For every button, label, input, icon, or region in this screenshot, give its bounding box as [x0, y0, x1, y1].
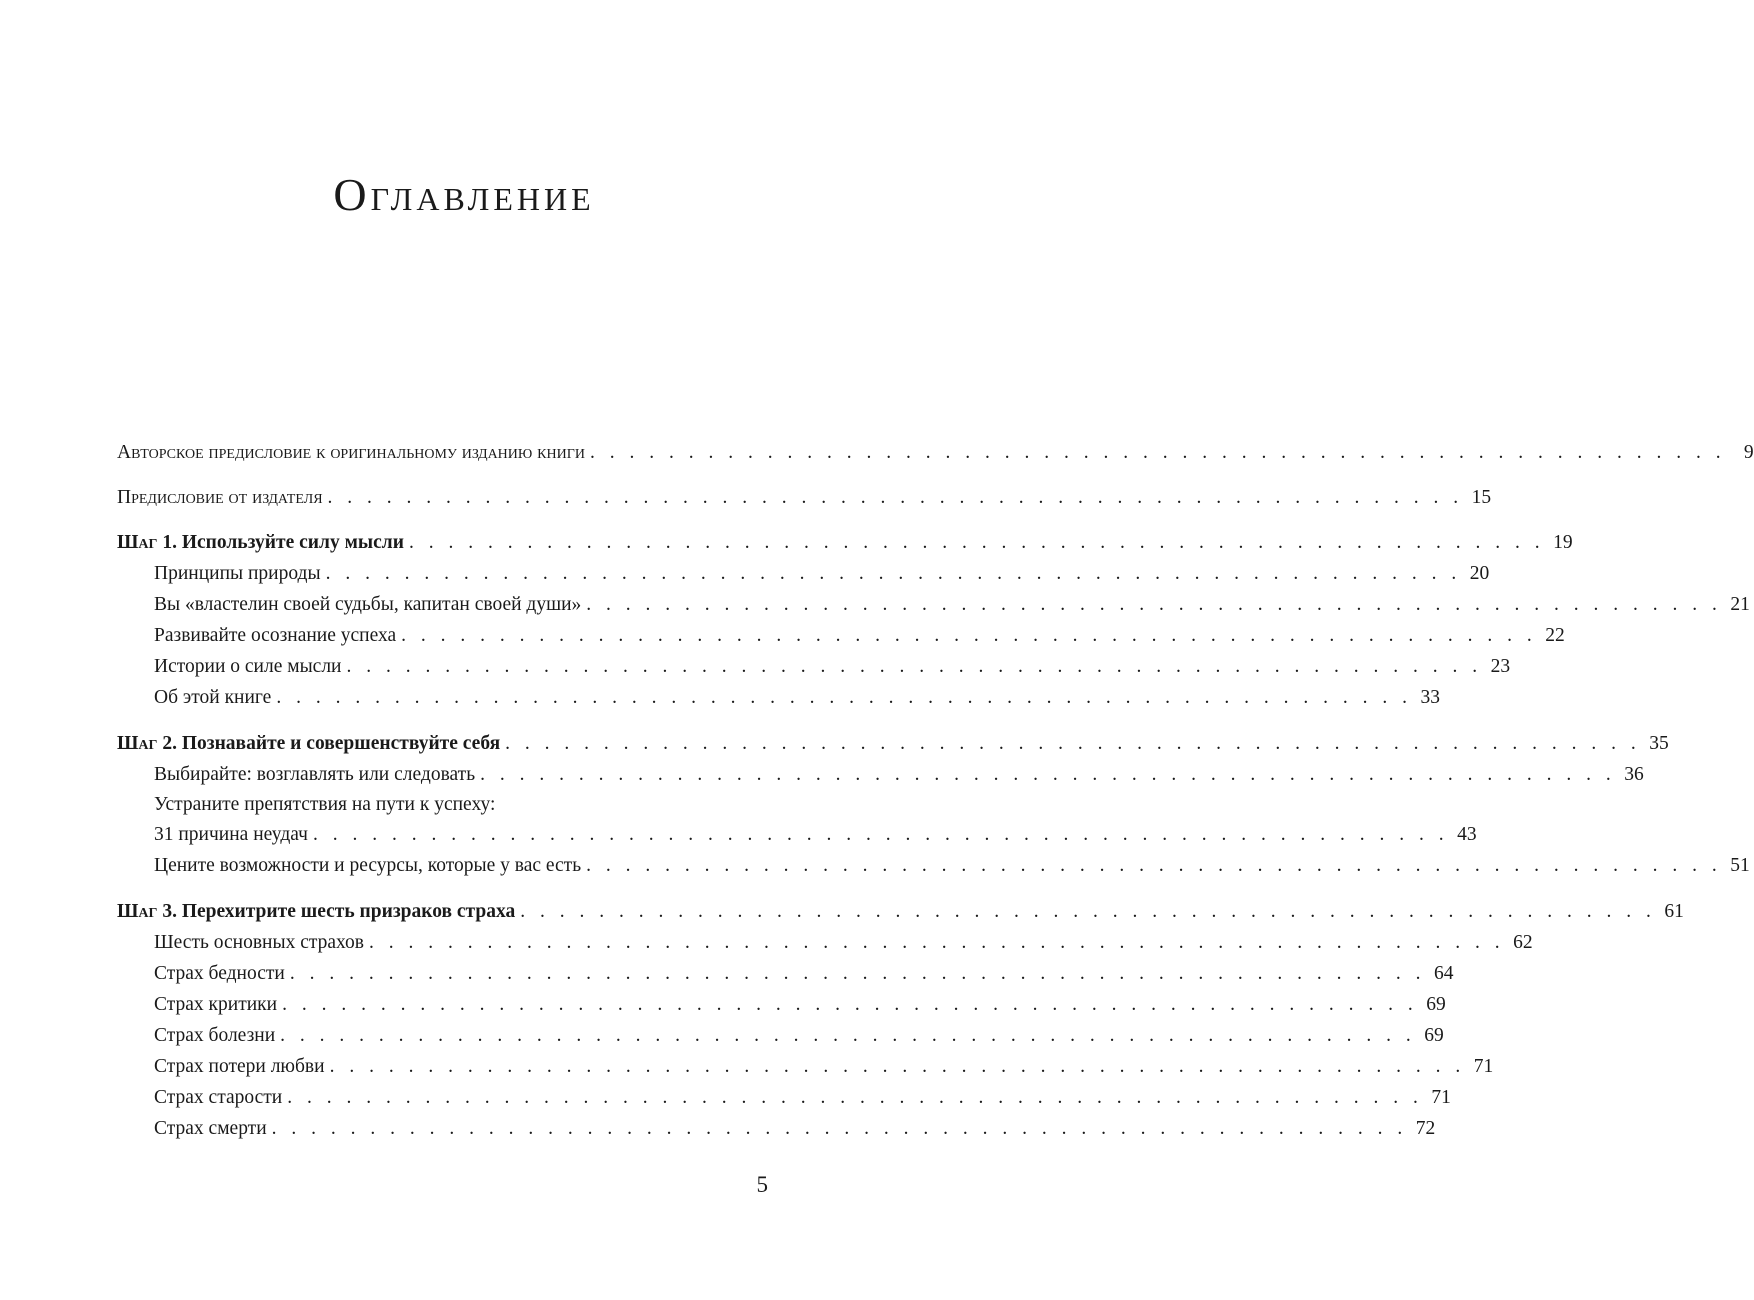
toc-entry[interactable] [117, 958, 1454, 989]
toc-entry-label [117, 896, 515, 927]
toc-entry[interactable] [117, 682, 1440, 713]
leader-dots: . . . . . . . . . . . . . . . . . . . . . . . . . . . . . . . . . . . . . . . . . . . . . . . . . . . . . . . . . . [586, 594, 1722, 615]
leader-dots: . . . . . . . . . . . . . . . . . . . . . . . . . . . . . . . . . . . . . . . . . . . . . . . . . . . . . . . . . . [520, 901, 1656, 922]
step-title: 3. Перехитрите шесть призраков страха [157, 901, 516, 922]
toc-entry[interactable] [117, 437, 1754, 468]
leader-dots: . . . . . . . . . . . . . . . . . . . . . . . . . . . . . . . . . . . . . . . . . . . . . . . . . . . . . . . . . . [287, 1087, 1423, 1108]
toc-entry[interactable] [117, 1020, 1444, 1051]
step-word: Шаг [117, 733, 158, 754]
toc-page-number: 19 [1553, 532, 1573, 553]
step-word: Шаг [117, 901, 158, 922]
toc-entry-label: Страх болезни [154, 1025, 276, 1046]
toc-entry-label: Цените возможности и ресурсы, которые у вас есть [154, 855, 582, 876]
toc-page-number: 21 [1730, 594, 1750, 615]
toc-page-number: 43 [1457, 824, 1477, 845]
toc-entry[interactable] [117, 819, 1477, 850]
leader-dots: . . . . . . . . . . . . . . . . . . . . . . . . . . . . . . . . . . . . . . . . . . . . . . . . . . . . . . . . . . [282, 994, 1418, 1015]
toc-page-number: 64 [1433, 963, 1454, 984]
toc-page-number: 69 [1424, 1025, 1444, 1046]
toc-entry-label: Развивайте осознание успеха [154, 625, 397, 646]
toc-entry-label: Страх смерти [154, 1118, 267, 1139]
toc-page-number: 72 [1415, 1118, 1436, 1139]
toc-entry-first-line[interactable]: Устраните препятствия на пути к успеху: [154, 794, 496, 815]
toc-entry-label [117, 527, 404, 558]
toc-entry-label: Страх критики [154, 994, 278, 1015]
toc-entry-label [117, 728, 500, 759]
toc-entry-label: Страх старости [154, 1087, 283, 1108]
toc-step-entry[interactable] [117, 728, 1669, 759]
leader-dots: . . . . . . . . . . . . . . . . . . . . . . . . . . . . . . . . . . . . . . . . . . . . . . . . . . . . . . . . . . [480, 764, 1616, 785]
toc-entry[interactable] [117, 927, 1533, 958]
leader-dots: . . . . . . . . . . . . . . . . . . . . . . . . . . . . . . . . . . . . . . . . . . . . . . . . . . . . . . . . . . [586, 855, 1722, 876]
toc-entry-label: Авторское предисловие к оригинальному изданию книги [117, 442, 585, 463]
toc-entry[interactable] [117, 759, 1644, 790]
toc-entry-label: Выбирайте: возглавлять или следовать [154, 764, 476, 785]
toc-page-number: 22 [1545, 625, 1565, 646]
toc-step-entry[interactable] [117, 896, 1684, 927]
page-number: 5 [756, 1172, 768, 1197]
toc-page-number: 9 [1743, 442, 1754, 463]
leader-dots: . . . . . . . . . . . . . . . . . . . . . . . . . . . . . . . . . . . . . . . . . . . . . . . . . . . . . . . . . . [401, 625, 1537, 646]
step-title: 1. Используйте силу мысли [157, 532, 404, 553]
toc-entry[interactable] [117, 989, 1446, 1020]
toc-entry[interactable] [117, 1051, 1494, 1082]
toc-entry-label: Предисловие от издателя [117, 487, 323, 508]
toc-entry-label: Шесть основных страхов [154, 932, 364, 953]
leader-dots: . . . . . . . . . . . . . . . . . . . . . . . . . . . . . . . . . . . . . . . . . . . . . . . . . . . . . . . . . . [289, 963, 1426, 984]
toc-page-number: 69 [1426, 994, 1446, 1015]
toc-entry[interactable] [117, 651, 1511, 682]
toc-step-entry[interactable] [117, 527, 1573, 558]
leader-dots: . . . . . . . . . . . . . . . . . . . . . . . . . . . . . . . . . . . . . . . . . . . . . . . . . . . . . . . . . . [271, 1118, 1408, 1139]
toc-entry[interactable] [117, 558, 1490, 589]
leader-dots: . . . . . . . . . . . . . . . . . . . . . . . . . . . . . . . . . . . . . . . . . . . . . . . . . . . . . . . . . . [327, 487, 1464, 508]
toc-entry[interactable] [117, 620, 1565, 651]
leader-dots: . . . . . . . . . . . . . . . . . . . . . . . . . . . . . . . . . . . . . . . . . . . . . . . . . . . . . . . . . . [329, 1056, 1466, 1077]
leader-dots: . . . . . . . . . . . . . . . . . . . . . . . . . . . . . . . . . . . . . . . . . . . . . . . . . . . . . . . . . . [346, 656, 1483, 677]
leader-dots: . . . . . . . . . . . . . . . . . . . . . . . . . . . . . . . . . . . . . . . . . . . . . . . . . . . . . . . . . . [505, 733, 1641, 754]
toc-page-number: 71 [1431, 1087, 1451, 1108]
toc-page-number: 51 [1730, 855, 1750, 876]
leader-dots: . . . . . . . . . . . . . . . . . . . . . . . . . . . . . . . . . . . . . . . . . . . . . . . . . . . . . . . . . . [589, 442, 1726, 463]
toc-page-number: 61 [1664, 901, 1684, 922]
toc-page-number: 36 [1624, 764, 1644, 785]
leader-dots: . . . . . . . . . . . . . . . . . . . . . . . . . . . . . . . . . . . . . . . . . . . . . . . . . . . . . . . . . . [325, 563, 1462, 584]
toc-page-number: 35 [1649, 733, 1669, 754]
leader-dots: . . . . . . . . . . . . . . . . . . . . . . . . . . . . . . . . . . . . . . . . . . . . . . . . . . . . . . . . . . [369, 932, 1505, 953]
toc-entry[interactable] [117, 1082, 1451, 1113]
toc-page-number: 33 [1420, 687, 1440, 708]
leader-dots: . . . . . . . . . . . . . . . . . . . . . . . . . . . . . . . . . . . . . . . . . . . . . . . . . . . . . . . . . . [276, 687, 1412, 708]
toc-entry-label: Страх бедности [154, 963, 285, 984]
toc-page-number: 71 [1473, 1056, 1494, 1077]
leader-dots: . . . . . . . . . . . . . . . . . . . . . . . . . . . . . . . . . . . . . . . . . . . . . . . . . . . . . . . . . . [312, 824, 1449, 845]
toc-entry[interactable] [117, 589, 1750, 620]
toc-entry[interactable] [117, 482, 1492, 513]
leader-dots: . . . . . . . . . . . . . . . . . . . . . . . . . . . . . . . . . . . . . . . . . . . . . . . . . . . . . . . . . . [408, 532, 1545, 553]
toc-page-number: 20 [1469, 563, 1490, 584]
toc-entry-label: Об этой книге [154, 687, 272, 708]
step-title: 2. Познавайте и совершенствуйте себя [157, 733, 501, 754]
toc-page-number: 15 [1471, 487, 1492, 508]
toc-page-number: 23 [1490, 656, 1511, 677]
toc-page-number: 62 [1513, 932, 1533, 953]
toc-entry-label: Вы «властелин своей судьбы, капитан своей души» [154, 594, 582, 615]
leader-dots: . . . . . . . . . . . . . . . . . . . . . . . . . . . . . . . . . . . . . . . . . . . . . . . . . . . . . . . . . . [280, 1025, 1416, 1046]
toc-entry-label: Принципы природы [154, 563, 321, 584]
toc-entry-label: 31 причина неудач [154, 824, 308, 845]
toc-entry[interactable] [117, 1113, 1436, 1144]
table-of-contents [117, 437, 1754, 1144]
toc-entry-label: Страх потери любви [154, 1056, 325, 1077]
page-title: Оглавление [333, 169, 595, 220]
toc-entry[interactable] [117, 850, 1750, 881]
toc-entry-label: Истории о силе мысли [154, 656, 342, 677]
step-word: Шаг [117, 532, 158, 553]
